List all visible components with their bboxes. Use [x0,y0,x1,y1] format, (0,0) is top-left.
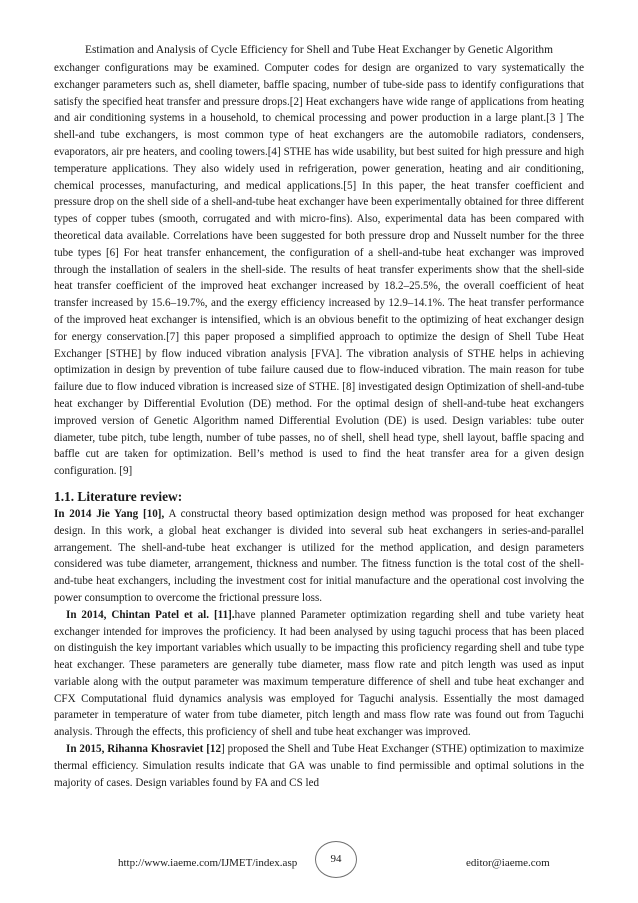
entry-text: have planned Parameter optimization regarding shell and tube variety heat exchanger intended for improves the proficiency. It had been analysed by using taguchi process that has been placed on distinguish the key important variables which usually to be impacting this proficiency regarding shell and tube type heat exchanger. These parameters are generally tube diameter, mass flow rate and pitch length was used as input variable along with the output parameter was maximum temperature difference of shell and tube heat exchanger and CFX Computational fluid dynamics analysis was employed for Taguchi analysis. Essentially the most damaged parameter in temperature of water from tube diameter, pitch length and mass flow rate was found out from Taguchi analysis. Through the effects, this proficiency of shell and tube heat exchanger was improved. [54,608,584,739]
intro-paragraph: exchanger configurations may be examined. Computer codes for design are organized to vary systematically the exchanger parameters such as, shell diameter, baffle spacing, number of tube-side pass to identify configurations that satisfy the specified heat transfer and pressure drops.[2] Heat exchangers have wide range of applications from heating and air conditioning systems in a household, to chemical processing and power production in a large plant.[3 ] The shell-and tube exchangers, is most common type of heat exchangers are the automobile radiators, condensers, evaporators, air pre heaters, and cooling towers.[4] STHE has wide usability, but best suited for high pressure and high temperature applications. They also widely used in refrigeration, power generation, heating and air conditioning, chemical processes, manufacturing, and medical applications.[5] In this paper, the heat transfer coefficient and pressure drop on the shell side of a shell-and-tube heat exchanger have been experimentally obtained for three different types of copper tubes (smooth, corrugated and with micro-fins). Also, experimental data has been compared with theoretical data available. Correlations have been suggested for both pressure drop and Nusselt number for the three tube types [6] For heat transfer enhancement, the configuration of a shell-and-tube heat exchanger was improved through the installation of sealers in the shell-side. The results of heat transfer experiments show that the shell-side heat transfer coefficient of the improved heat exchanger increased by 18.2–25.5%, the overall coefficient of heat transfer increased by 15.6–19.7%, and the exergy efficiency increased by 12.9–14.1%. The heat transfer performance of the improved heat exchanger is intensified, which is an obvious benefit to the optimizing of heat exchanger design for energy conservation.[7] this paper proposed a simplified approach to optimize the design of Shell Tube Heat Exchanger [STHE] by flow induced vibration analysis [FVA]. The vibration analysis of STHE helps in achieving optimization in design by prevention of tube failure caused due to flow-induced vibration. The main reason for tube failure due to flow induced vibration is increased size of STHE. [8] investigated design Optimization of shell-and-tube heat exchanger by Differential Evolution (DE) method. For the optimal design of shell-and-tube heat exchangers improved version of Genetic Algorithm named Differential Evolution (DE) is used. Design variables: tube outer diameter, tube pitch, tube length, number of tube passes, no of shell, shell head type, shell layout, baffle spacing and baffle cut are taken for optimization. Bell’s method is used to find the heat transfer area for a given design configuration. [9] [54,62,584,478]
entry-lead: In 2014 Jie Yang [10], [54,507,165,520]
literature-entry-patel [54,607,584,741]
entry-lead: In 2015, Rihanna Khosraviet [12 [66,743,221,756]
article-body [54,60,584,791]
page-footer [0,838,638,880]
entry-lead: In 2014, Chintan Patel et al. [11]. [66,608,235,621]
literature-entry-yang [54,506,584,607]
section-heading: 1.1. Literature review: [54,488,183,504]
entry-text: A constructal theory based optimization design method was proposed for heat exchanger design. In this work, a global heat exchanger is divided into several sub heat exchangers in series-and-parallel arrangement. The shell-and-tube heat exchanger is utilized for the method application, and design parameters considered was tube diameter, arrangement, thickness and number. The fitness function is the total cost of the shell-and-tube heat exchangers, including the investment cost for initial manufacture and the operational cost involving the power consumption to overcome the frictional pressure loss. [54,507,584,604]
journal-url-link[interactable]: http://www.iaeme.com/IJMET/index.asp [118,857,298,869]
entry-text: ] proposed the Shell and Tube Heat Exchanger (STHE) optimization to maximize thermal efficiency. Simulation results indicate that GA was unable to find permissible and optimal solutions in the majority of cases. Design variables found by FA and CS led [54,743,584,789]
page-number-badge: 94 [315,841,357,878]
running-header: Estimation and Analysis of Cycle Efficiency for Shell and Tube Heat Exchanger by Genetic Algorithm [85,44,553,56]
literature-entry-khosravi [54,741,584,791]
editor-email-link[interactable]: editor@iaeme.com [466,857,550,869]
